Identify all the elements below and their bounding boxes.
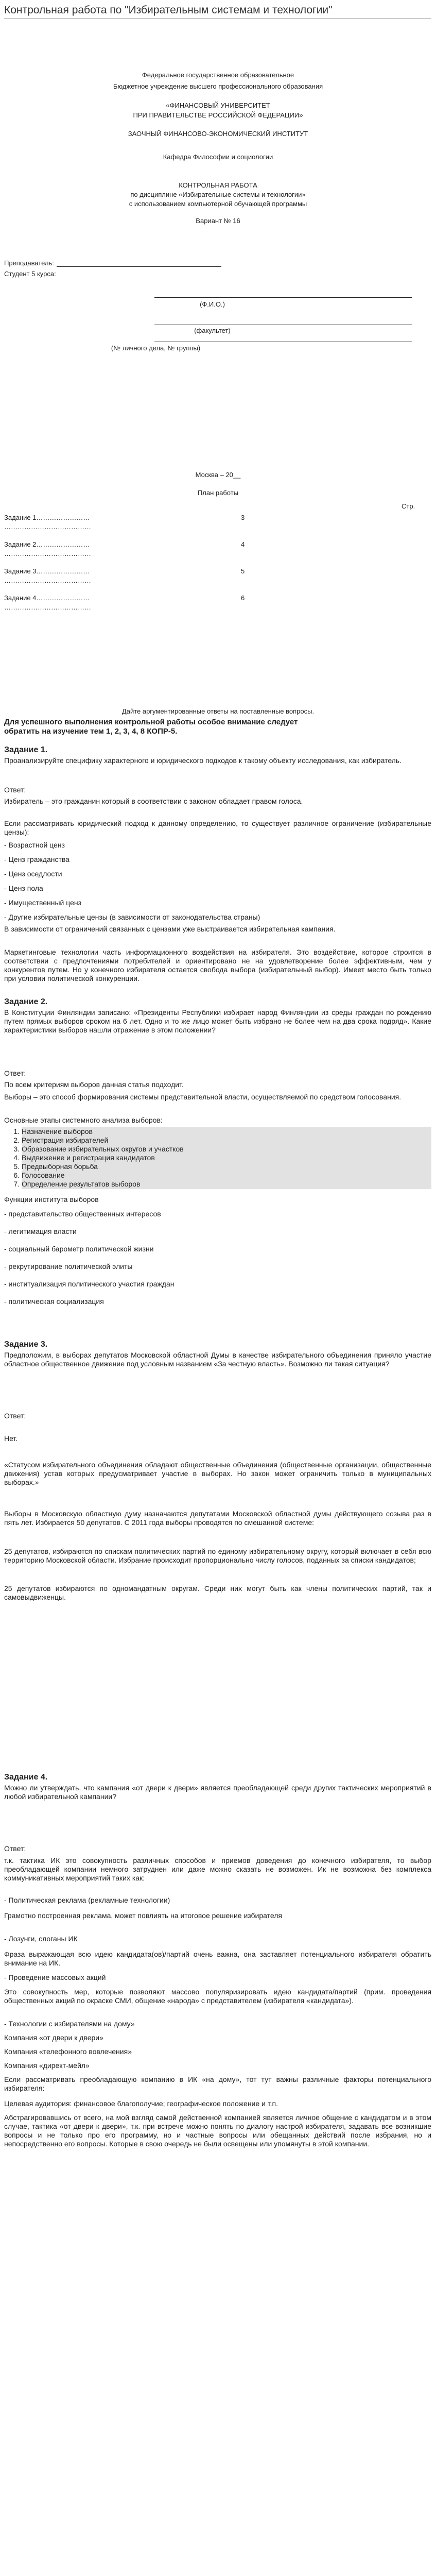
toc-dots: ………………………………… [4,577,91,584]
plan-title: План работы [197,489,239,497]
task-2-p2: Выборы – это способ формирования системы представительной власти, осуществляемой по средством голосования. [4,1093,402,1101]
task-2-p3: Основные этапы системного анализа выборов: [4,1116,163,1124]
task-2-p4: Функции института выборов [4,1195,99,1204]
toc-page: 6 [241,594,245,602]
task-4-heading: Задание 4. [4,1773,48,1782]
task-3-no: Нет. [4,1434,18,1443]
task-4-p11: Компания «директ-мейл» [4,2061,90,2070]
task-1-question: Проанализируйте специфику характерного и юридического подходов к такому объекту исследования, как избиратель. [4,756,402,765]
faculty-caption: (факультет) [194,327,231,334]
plan-page-label: Стр. [402,502,415,510]
intro-instruction: Дайте аргументированные ответы на поставленные вопросы. [121,707,315,715]
header-line-3: «ФИНАНСОВЫЙ УНИВЕРСИТЕТ [166,101,270,109]
header-line-5: ЗАОЧНЫЙ ФИНАНСОВО-ЭКОНОМИЧЕСКИЙ ИНСТИТУТ [128,130,308,138]
header-line-6: Кафедра Философии и социологии [163,153,273,161]
stage-item: 2. Регистрация избирателей [22,1136,431,1145]
task-4-p1: т.к. тактика ИК это совокупность различных способов и приемов доведения до конечного избирателя, то выбор преобладающей компании немного затруднен или даже можно сказать не возможен. Ик не возможна без комплекса коммуникативных мероприятий таких как: [4,1856,431,1883]
fio-line [154,297,412,298]
task-3-p2: Выборы в Московскую областную думу назначаются депутатами Московской областной думы действующего созыва раз в пять лет. Избирается 50 депутатов. С 2011 года выборы проводятся по смешанной системе: [4,1510,431,1527]
cens-item: - Ценз гражданства [4,855,69,863]
stage-item: 6. Голосование [22,1171,431,1180]
toc-page: 5 [241,567,245,575]
task-2-heading: Задание 2. [4,997,48,1006]
page-title: Контрольная работа по "Избирательным системам и технологии" [4,4,431,19]
task-4-p4: - Лозунги, слоганы ИК [4,1935,78,1943]
task-2-p1: По всем критериям выборов данная статья подходит. [4,1080,184,1089]
function-item: - легитимация власти [4,1227,77,1235]
task-2-answer-label: Ответ: [4,1069,26,1077]
task-3-p4: 25 депутатов избираются по одномандатным округам. Среди них могут быть как члены политических партий, так и самовыдвиженцы. [4,1584,431,1602]
work-method: с использованием компьютерной обучающей программы [129,200,307,208]
function-item: - социальный барометр политической жизни [4,1245,154,1253]
task-4-p8: - Технологии с избирателями на дому» [4,2020,135,2028]
task-3-p1: «Статусом избирательного объединения обладают общественные объединения (общественные организации, общественные движения) устав которых предусматривает участие в выборах. Но закон может ограничить только в муниципальных выборах.» [4,1461,431,1487]
toc-label: Задание 1…………………… [4,514,90,521]
toc-label: Задание 4…………………… [4,594,90,602]
task-1-p2: Если рассматривать юридический подход к данному определению, то существует различное ограничение (избирательные цензы): [4,819,431,837]
stage-item: 5. Предвыборная борьба [22,1162,431,1171]
header-line-4: ПРИ ПРАВИТЕЛЬСТВЕ РОССИЙСКОЙ ФЕДЕРАЦИИ» [133,111,303,119]
student-label: Студент 5 курса: [4,270,56,278]
function-item: - рекрутирование политической элиты [4,1262,133,1270]
task-4-p13: Целевая аудитория: финансовое благополучие; географическое положение и т.п. [4,2099,278,2108]
stage-item: 4. Выдвижение и регистрация кандидатов [22,1154,431,1162]
toc-page: 3 [241,514,245,521]
task-4-p2: - Политическая реклама (рекламные технологии) [4,1896,170,1904]
work-title: КОНТРОЛЬНАЯ РАБОТА [179,181,257,189]
task-3-question: Предположим, в выборах депутатов Московской областной Думы в качестве избирательного объединения приняло участие областное общественное движение под условным названием «За честную власть». Возможно ли такая ситуация? [4,1351,431,1368]
toc-dots: ………………………………… [4,523,91,531]
toc-label: Задание 3…………………… [4,567,90,575]
toc-dots: ………………………………… [4,603,91,611]
cens-item: - Ценз оседлости [4,870,62,878]
task-4-p14: Абстрагировавшись от всего, на мой взгляд самой действенной компанией является личное общение с кандидатом и в этом случае, тактика «от двери к двери», т.к. при встрече можно понять по диалогу настрой избирателя, задавать все возникшие вопросы и не только про его программу, но и частные вопросы или обещанных действий после избрания, но и непосредственно его вопросы. Которые в свою очередь не были освещены или упомянуты в этой компании. [4,2113,431,2148]
cens-item: - Другие избирательные цензы (в зависимости от законодательства страны) [4,913,260,921]
toc-row [4,540,426,549]
task-1-p3: В зависимости от ограничений связанных с цензами уже выстраивается избирательная кампания. [4,925,336,933]
task-1-p4: Маркетинговые технологии часть информационного воздействия на избирателя. Это воздействие, которое строится в соответствии с предпочтениями потребителей и ориентировано не на удовлетворение более эффективным, чем у конкурентов путем. Но у конечного избирателя остается свобода выбора (избирательный выбор). Имеет место быть только при условии политической конкуренции. [4,948,431,983]
teacher-line [57,266,221,267]
election-stages-list [4,1127,431,1189]
task-4-p12: Если рассматривать преобладающую компанию в ИК «на дому», тот тут важны различные факторы потенциального избирателя: [4,2075,431,2093]
task-1-p1: Избиратель – это гражданин который в соответствии с законом обладает правом голоса. [4,797,303,805]
function-item: - институализация политического участия граждан [4,1280,175,1288]
work-discipline: по дисциплине «Избирательные системы и технологии» [130,191,306,198]
toc-row [4,594,426,602]
task-4-p7: Это совокупность мер, которые позволяют массово популяризировать идею кандидата/партий (прим. проведения общественных акций по окраске СМИ, общение «народа» с представителем (избирателя «кандидата»). [4,1988,431,2005]
cens-item: - Ценз пола [4,884,43,892]
function-item: - политическая социализация [4,1297,104,1306]
task-4-p6: - Проведение массовых акций [4,1973,106,1981]
task-4-p10: Компания «телефонного вовлечения» [4,2047,132,2056]
city-year: Москва – 20__ [195,471,241,479]
toc-row [4,567,426,575]
stage-item: 7. Определение результатов выборов [22,1180,431,1189]
task-1-answer-label: Ответ: [4,786,26,794]
task-4-answer-label: Ответ: [4,1844,26,1853]
function-item: - представительство общественных интересов [4,1210,161,1218]
task-2-question: В Конституции Финляндии записано: «Президенты Республики избирает народ Финляндии из среды граждан по рождению путем прямых выборов сроком на 6 лет. Одно и то же лицо может быть избрано не более чем на два срока подряд». Какие характеристики выборов нашли отражение в этом положении? [4,1008,431,1035]
card-caption: (№ личного дела, № группы) [111,344,201,352]
header-line-1: Федеральное государственное образовательное [142,71,294,79]
stage-item: 3. Образование избирательных округов и участков [22,1145,431,1154]
fio-caption: (Ф.И.О.) [200,300,225,308]
intro-note: Для успешного выполнения контрольной работы особое внимание следует обратить на изучение тем 1, 2, 3, 4, 8 КОПР-5. [4,718,298,736]
task-3-answer-label: Ответ: [4,1412,26,1420]
task-4-p3: Грамотно построенная реклама, может повлиять на итоговое решение избирателя [4,1911,282,1920]
toc-label: Задание 2…………………… [4,540,90,548]
variant: Вариант № 16 [196,217,240,225]
task-1-heading: Задание 1. [4,745,48,754]
toc-page: 4 [241,540,245,548]
task-3-heading: Задание 3. [4,1340,48,1349]
stage-item: 1. Назначение выборов [22,1127,431,1136]
toc-dots: ………………………………… [4,550,91,557]
cens-item: - Возрастной ценз [4,841,65,849]
task-4-p5: Фраза выражающая всю идею кандидата(ов)/партий очень важна, она заставляет потенциального избирателя обратить внимание на ИК. [4,1950,431,1968]
task-3-p3: 25 депутатов, избираются по спискам политических партий по единому избирательному округу, который включает в себя всю территорию Московской области. Избрание происходит пропорционально числу голосов, поданных за списки кандидатов; [4,1547,431,1565]
task-4-p9: Компания «от двери к двери» [4,2033,103,2042]
toc-row [4,514,426,522]
header-line-2: Бюджетное учреждение высшего профессионального образования [113,82,323,90]
task-4-question: Можно ли утверждать, что кампания «от двери к двери» является преобладающей среди других тактических мероприятий в любой избирательной кампании? [4,1784,431,1801]
cens-item: - Имущественный ценз [4,899,82,907]
teacher-label: Преподаватель: [4,259,54,267]
